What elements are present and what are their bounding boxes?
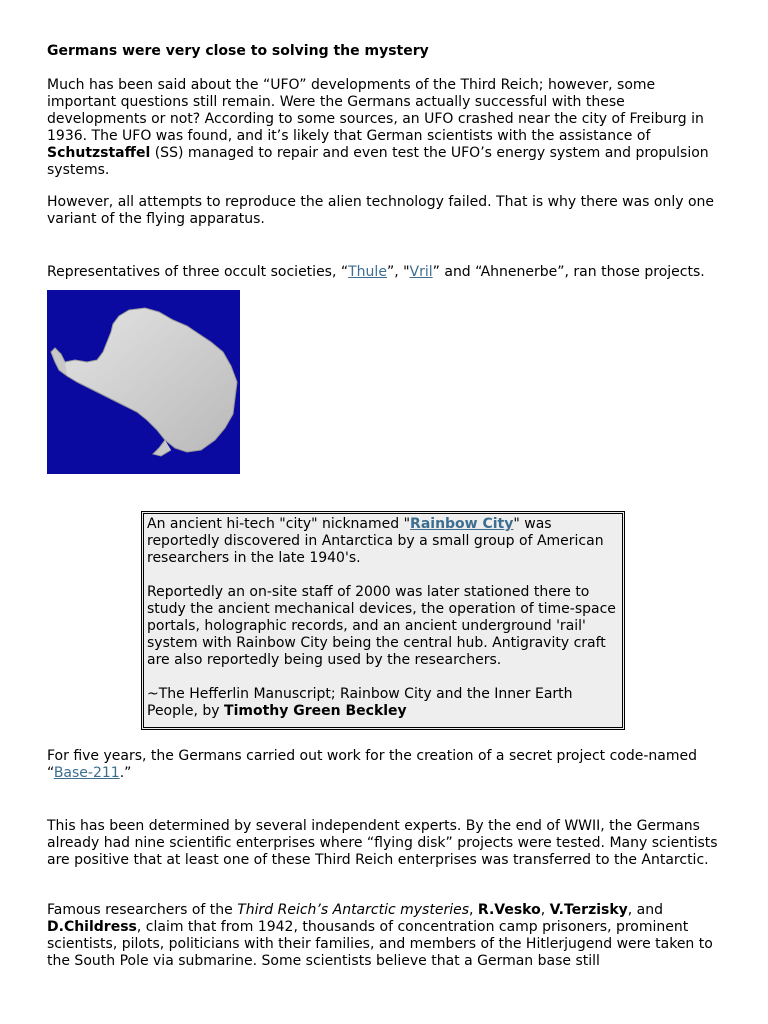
paragraph-enterprises: This has been determined by several independent experts. By the end of WWII, the Germans already had nine scientific enterprises where “flying disk” projects were tested. Many scientists are positive that at least one of these Third Reich enterprises was transferred to the Antarctic.: [47, 818, 718, 868]
quote-p1-start: An ancient hi-tech "city" nicknamed ": [147, 516, 411, 532]
para4-text-end: .”: [119, 765, 132, 781]
quote-attribution: [147, 686, 619, 720]
paragraph-freiburg-ufo: [47, 77, 723, 179]
separator: , and: [627, 902, 664, 918]
quote-p1-end: " was reportedly discovered in Antarctica by a small group of American researchers in the late 1940's.: [147, 516, 604, 566]
researcher-childress: D.Childress: [47, 919, 137, 935]
para3-text-mid: ”, ": [386, 264, 410, 280]
researcher-vesko: R.Vesko: [477, 902, 541, 918]
paragraph-researchers: [47, 902, 723, 970]
paragraph-base-211: [47, 748, 723, 782]
antarctic-mysteries-title: Third Reich’s Antarctic mysteries: [237, 902, 469, 918]
base-211-link[interactable]: Base-211: [53, 765, 120, 781]
rainbow-city-quote-box: [141, 511, 625, 730]
para6-text-end: , claim that from 1942, thousands of concentration camp prisoners, prominent scientists, pilots, politicians with their families, and members of the Hitlerjugend were taken to the South Pole via submarine. Some scientists believe that a German base still: [47, 919, 713, 969]
rainbow-city-link[interactable]: Rainbow City: [410, 516, 514, 532]
quote-source: ~The Hefferlin Manuscript; Rainbow City and the Inner Earth People, by: [147, 686, 573, 719]
article-heading: Germans were very close to solving the mystery: [47, 43, 429, 59]
para3-text-start: Representatives of three occult societies, “: [47, 264, 349, 280]
quote-paragraph-discovery: [147, 516, 619, 567]
para4-text-start: For five years, the Germans carried out work for the creation of a secret project code-named “: [47, 748, 697, 781]
quote-paragraph-staff: Reportedly an on-site staff of 2000 was later stationed there to study the ancient mechanical devices, the operation of time-space portals, holographic records, and an ancient underground 'rail' system with Rainbow City being the central hub. Antigravity craft are also reportedly being used by the researchers.: [147, 584, 616, 668]
para1-text-end: (SS) managed to repair and even test the UFO’s energy system and propulsion systems.: [47, 145, 709, 178]
thule-link[interactable]: Thule: [348, 264, 387, 280]
separator: ,: [469, 902, 478, 918]
antarctica-map-image: [47, 290, 240, 474]
para3-text-end: ” and “Ahnenerbe”, ran those projects.: [432, 264, 705, 280]
para1-text-start: Much has been said about the “UFO” developments of the Third Reich; however, some important questions still remain. Were the Germans actually successful with these developments or not? According to some sources, an UFO crashed near the city of Freiburg in 1936. The UFO was found, and it’s likely that German scientists with the assistance of: [47, 77, 704, 144]
vril-link[interactable]: Vril: [409, 264, 433, 280]
paragraph-occult-societies: [47, 264, 723, 281]
separator: ,: [540, 902, 550, 918]
paragraph-reproduce-failed: However, all attempts to reproduce the alien technology failed. That is why there was only one variant of the flying apparatus.: [47, 194, 715, 227]
para6-text-start: Famous researchers of the: [47, 902, 238, 918]
antarctica-shape: [47, 290, 240, 474]
researcher-terzisky: V.Terzisky: [549, 902, 628, 918]
quote-author: Timothy Green Beckley: [224, 703, 407, 719]
schutzstaffel-term: Schutzstaffel: [47, 145, 151, 161]
